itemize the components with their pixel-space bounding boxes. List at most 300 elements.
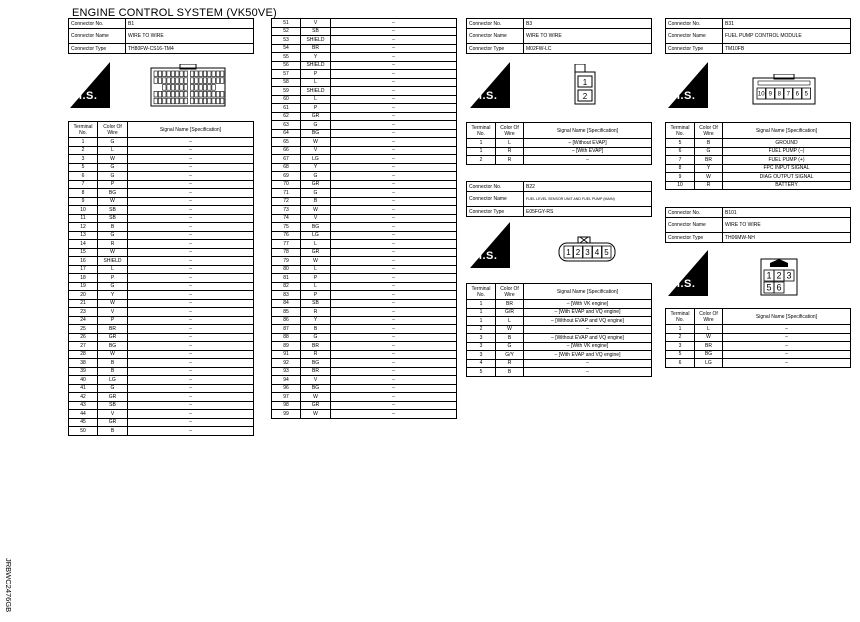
signal-cell: – bbox=[128, 197, 254, 206]
pin-row bbox=[69, 410, 254, 419]
color-cell: R bbox=[301, 308, 331, 317]
pin-row bbox=[69, 359, 254, 368]
pin-row bbox=[467, 351, 652, 360]
color-cell: BR bbox=[695, 156, 723, 165]
terminal-cell: 18 bbox=[69, 274, 98, 283]
signal-cell: – bbox=[128, 282, 254, 291]
terminal-cell: 92 bbox=[272, 359, 301, 368]
signal-cell: – bbox=[331, 78, 457, 87]
pin-row bbox=[272, 206, 457, 215]
pin-row bbox=[666, 164, 851, 173]
terminal-cell: 28 bbox=[69, 350, 98, 359]
terminal-cell: 24 bbox=[69, 316, 98, 325]
color-cell: Y bbox=[301, 53, 331, 62]
pin-row bbox=[272, 325, 457, 334]
terminal-cell: 40 bbox=[69, 376, 98, 385]
color-cell: W bbox=[98, 197, 128, 206]
connector-type-key: Connector Type bbox=[666, 233, 723, 243]
color-cell: V bbox=[98, 308, 128, 317]
pin-row bbox=[69, 197, 254, 206]
color-cell: B bbox=[98, 367, 128, 376]
signal-cell: – [Without EVAP] bbox=[524, 139, 652, 148]
color-cell: G bbox=[695, 147, 723, 156]
signal-cell: – bbox=[128, 401, 254, 410]
pin-row bbox=[69, 325, 254, 334]
pin-row bbox=[467, 139, 652, 148]
signal-cell: – bbox=[723, 333, 851, 342]
color-cell: L bbox=[301, 95, 331, 104]
terminal-cell: 12 bbox=[69, 223, 98, 232]
connector-b31-face-icon bbox=[750, 74, 818, 106]
pin-row bbox=[272, 44, 457, 53]
pin-row bbox=[69, 146, 254, 155]
signal-cell: – bbox=[128, 180, 254, 189]
pin-row bbox=[272, 27, 457, 36]
pin-row bbox=[69, 172, 254, 181]
pin-row bbox=[69, 427, 254, 436]
color-cell: V bbox=[301, 376, 331, 385]
pin-row bbox=[69, 384, 254, 393]
signal-cell: – bbox=[128, 163, 254, 172]
terminal-cell: 9 bbox=[69, 197, 98, 206]
pin-label: 3 bbox=[786, 270, 792, 281]
pin-row bbox=[272, 316, 457, 325]
color-cell: SB bbox=[98, 206, 128, 215]
signal-cell: – bbox=[331, 214, 457, 223]
signal-cell: – bbox=[331, 87, 457, 96]
pin-row bbox=[69, 393, 254, 402]
connector-name-key: Connector Name bbox=[467, 29, 524, 44]
signal-cell: – bbox=[128, 248, 254, 257]
color-cell: R bbox=[301, 350, 331, 359]
color-cell: SHIELD bbox=[301, 36, 331, 45]
signal-cell: – bbox=[331, 172, 457, 181]
pin-row bbox=[467, 325, 652, 334]
pin-row bbox=[272, 282, 457, 291]
signal-cell: – bbox=[524, 359, 652, 368]
connector-no-value: B1 bbox=[126, 19, 254, 29]
pin-row bbox=[666, 333, 851, 342]
signal-cell: – bbox=[128, 189, 254, 198]
pin-row bbox=[272, 53, 457, 62]
pin-row bbox=[272, 121, 457, 130]
pin-label: 2 bbox=[776, 270, 782, 281]
signal-cell: – bbox=[331, 384, 457, 393]
connector-no-key: Connector No. bbox=[467, 19, 524, 29]
pin-row bbox=[272, 384, 457, 393]
terminal-cell: 13 bbox=[69, 231, 98, 240]
connector-b1-pin-table-b bbox=[271, 18, 457, 419]
signal-cell: – bbox=[128, 299, 254, 308]
signal-cell: – bbox=[331, 376, 457, 385]
signal-header: Signal Name [Specification] bbox=[524, 284, 652, 300]
signal-cell: – bbox=[331, 282, 457, 291]
color-header: Color Of Wire bbox=[695, 309, 723, 325]
pin-row bbox=[272, 78, 457, 87]
pin-row bbox=[272, 104, 457, 113]
signal-cell: – bbox=[331, 70, 457, 79]
signal-cell: – bbox=[331, 410, 457, 419]
pin-row bbox=[272, 240, 457, 249]
terminal-cell: 11 bbox=[69, 214, 98, 223]
signal-cell: – bbox=[723, 359, 851, 368]
hs-symbol-b101: H.S. bbox=[668, 250, 724, 296]
pin-label: 2 bbox=[575, 247, 581, 257]
color-cell: SB bbox=[301, 27, 331, 36]
page-title: ENGINE CONTROL SYSTEM (VK50VE) bbox=[72, 7, 277, 19]
terminal-cell: 63 bbox=[272, 121, 301, 130]
hs-symbol-b22: H.S. bbox=[470, 222, 526, 268]
terminal-cell: 70 bbox=[272, 180, 301, 189]
signal-header: Signal Name [Specification] bbox=[723, 123, 851, 139]
color-cell: L bbox=[301, 240, 331, 249]
signal-cell: BATTERY bbox=[723, 181, 851, 190]
terminal-cell: 17 bbox=[69, 265, 98, 274]
signal-cell: – bbox=[128, 367, 254, 376]
color-header: Color Of Wire bbox=[496, 284, 524, 300]
pin-row bbox=[666, 173, 851, 182]
pin-row bbox=[467, 156, 652, 165]
terminal-cell: 2 bbox=[666, 333, 695, 342]
pin-label: 8 bbox=[777, 91, 781, 98]
terminal-cell: 74 bbox=[272, 214, 301, 223]
terminal-cell: 44 bbox=[69, 410, 98, 419]
color-cell: BG bbox=[301, 129, 331, 138]
pin-row bbox=[467, 308, 652, 317]
pin-row bbox=[69, 155, 254, 164]
pin-label: 10 bbox=[757, 91, 765, 98]
pin-label: 1 bbox=[766, 270, 772, 281]
color-cell: P bbox=[301, 274, 331, 283]
connector-no-value: B101 bbox=[723, 208, 851, 218]
color-cell: BR bbox=[98, 325, 128, 334]
pin-row bbox=[69, 299, 254, 308]
color-cell: W bbox=[301, 393, 331, 402]
color-cell: G/R bbox=[496, 308, 524, 317]
signal-cell: – bbox=[128, 350, 254, 359]
connector-name-value: FUEL LEVEL SENSOR UNIT AND FUEL PUMP (MAIN) bbox=[524, 192, 652, 207]
connector-b101-face-icon bbox=[758, 256, 800, 298]
color-cell: P bbox=[98, 274, 128, 283]
pin-row bbox=[272, 265, 457, 274]
signal-cell: – [Without EVAP and VQ engine] bbox=[524, 334, 652, 343]
terminal-cell: 14 bbox=[69, 240, 98, 249]
pin-row bbox=[272, 61, 457, 70]
terminal-cell: 59 bbox=[272, 87, 301, 96]
pin-row bbox=[69, 231, 254, 240]
pin-row bbox=[666, 359, 851, 368]
pin-row bbox=[666, 156, 851, 165]
color-cell: G bbox=[301, 121, 331, 130]
terminal-cell: 1 bbox=[69, 138, 98, 147]
pin-row bbox=[467, 368, 652, 377]
pin-label: 2 bbox=[582, 92, 588, 101]
connector-type-value: E05FGY-RS bbox=[524, 207, 652, 217]
signal-cell: – bbox=[331, 401, 457, 410]
signal-cell: – bbox=[128, 138, 254, 147]
signal-cell: – bbox=[524, 368, 652, 377]
connector-b101-pin-table bbox=[665, 308, 851, 368]
pin-row bbox=[272, 223, 457, 232]
signal-cell: – bbox=[331, 53, 457, 62]
connector-no-value: B3 bbox=[524, 19, 652, 29]
signal-cell: – bbox=[331, 248, 457, 257]
signal-header: Signal Name [Specification] bbox=[128, 122, 254, 138]
color-cell: W bbox=[301, 206, 331, 215]
pin-row bbox=[272, 172, 457, 181]
connector-b1-pin-table-a bbox=[68, 121, 254, 436]
terminal-cell: 5 bbox=[666, 139, 695, 148]
pin-row bbox=[272, 19, 457, 28]
signal-cell: – bbox=[128, 155, 254, 164]
connector-name-key: Connector Name bbox=[666, 29, 723, 44]
pin-row bbox=[272, 87, 457, 96]
pin-row bbox=[272, 410, 457, 419]
terminal-cell: 80 bbox=[272, 265, 301, 274]
pin-row bbox=[69, 308, 254, 317]
connector-type-key: Connector Type bbox=[666, 44, 723, 54]
signal-cell: – bbox=[128, 231, 254, 240]
signal-cell: FUEL PUMP (+) bbox=[723, 156, 851, 165]
pin-row bbox=[467, 317, 652, 326]
signal-cell: – bbox=[128, 418, 254, 427]
signal-cell: – bbox=[331, 333, 457, 342]
terminal-cell: 68 bbox=[272, 163, 301, 172]
signal-cell: – bbox=[331, 325, 457, 334]
terminal-cell: 58 bbox=[272, 78, 301, 87]
terminal-cell: 6 bbox=[666, 359, 695, 368]
pin-label: 3 bbox=[585, 247, 590, 257]
signal-cell: – [With VK engine] bbox=[524, 300, 652, 309]
terminal-cell: 8 bbox=[69, 189, 98, 198]
connector-b3-pin-table bbox=[466, 122, 652, 165]
connector-type-key: Connector Type bbox=[467, 44, 524, 54]
connector-b22-face-icon bbox=[558, 236, 616, 262]
pin-row bbox=[272, 155, 457, 164]
connector-name-key: Connector Name bbox=[666, 218, 723, 233]
signal-cell: – bbox=[331, 274, 457, 283]
color-cell: BR bbox=[301, 44, 331, 53]
connector-name-key: Connector Name bbox=[467, 192, 524, 207]
color-cell: GR bbox=[301, 112, 331, 121]
signal-cell: – bbox=[331, 231, 457, 240]
terminal-cell: 10 bbox=[69, 206, 98, 215]
color-cell: G bbox=[98, 282, 128, 291]
pin-row bbox=[272, 299, 457, 308]
pin-row bbox=[272, 197, 457, 206]
signal-cell: – bbox=[331, 19, 457, 28]
terminal-cell: 85 bbox=[272, 308, 301, 317]
pin-row bbox=[666, 181, 851, 190]
terminal-cell: 65 bbox=[272, 138, 301, 147]
terminal-cell: 1 bbox=[467, 308, 496, 317]
signal-cell: – bbox=[331, 265, 457, 274]
hs-symbol-b1: H.S. bbox=[70, 62, 126, 108]
color-cell: W bbox=[301, 138, 331, 147]
signal-cell: – bbox=[331, 27, 457, 36]
connector-name-key: Connector Name bbox=[69, 29, 126, 44]
pin-row bbox=[272, 401, 457, 410]
pin-row bbox=[69, 138, 254, 147]
pin-row bbox=[69, 291, 254, 300]
signal-cell: GROUND bbox=[723, 139, 851, 148]
color-cell: LG bbox=[301, 231, 331, 240]
terminal-cell: 27 bbox=[69, 342, 98, 351]
signal-cell: – bbox=[331, 308, 457, 317]
terminal-cell: 21 bbox=[69, 299, 98, 308]
signal-cell: – bbox=[723, 325, 851, 334]
signal-cell: FPC INPUT SIGNAL bbox=[723, 164, 851, 173]
color-cell: V bbox=[301, 146, 331, 155]
terminal-cell: 1 bbox=[666, 325, 695, 334]
pin-row bbox=[272, 70, 457, 79]
connector-name-value: WIRE TO WIRE bbox=[126, 29, 254, 44]
color-cell: SHIELD bbox=[301, 87, 331, 96]
color-header: Color Of Wire bbox=[98, 122, 128, 138]
pin-row bbox=[272, 367, 457, 376]
terminal-header: Terminal No. bbox=[666, 123, 695, 139]
color-cell: L bbox=[301, 282, 331, 291]
signal-cell: – bbox=[331, 44, 457, 53]
terminal-cell: 94 bbox=[272, 376, 301, 385]
terminal-cell: 67 bbox=[272, 155, 301, 164]
pin-row bbox=[69, 163, 254, 172]
color-cell: R bbox=[496, 156, 524, 165]
signal-cell: – bbox=[331, 393, 457, 402]
terminal-cell: 43 bbox=[69, 401, 98, 410]
terminal-cell: 84 bbox=[272, 299, 301, 308]
signal-cell: – bbox=[331, 240, 457, 249]
color-cell: SHIELD bbox=[98, 257, 128, 266]
pin-row bbox=[272, 291, 457, 300]
terminal-cell: 10 bbox=[666, 181, 695, 190]
color-cell: BG bbox=[695, 350, 723, 359]
pin-row bbox=[272, 333, 457, 342]
terminal-cell: 19 bbox=[69, 282, 98, 291]
color-cell: W bbox=[98, 248, 128, 257]
pin-row bbox=[69, 376, 254, 385]
hs-symbol-b3: H.S. bbox=[470, 62, 526, 108]
connector-type-key: Connector Type bbox=[69, 44, 126, 54]
signal-cell: – [With EVAP] bbox=[524, 147, 652, 156]
pin-row bbox=[272, 257, 457, 266]
terminal-cell: 77 bbox=[272, 240, 301, 249]
connector-b31-info bbox=[665, 18, 851, 54]
color-cell: R bbox=[496, 147, 524, 156]
document-code: JRBWC2476GB bbox=[4, 558, 13, 613]
terminal-cell: 57 bbox=[272, 70, 301, 79]
color-cell: BG bbox=[98, 342, 128, 351]
signal-cell: – bbox=[128, 376, 254, 385]
connector-name-value: WIRE TO WIRE bbox=[723, 218, 851, 233]
color-cell: G bbox=[98, 172, 128, 181]
connector-no-value: B22 bbox=[524, 182, 652, 192]
signal-cell: – bbox=[331, 163, 457, 172]
signal-cell: – [Without EVAP and VQ engine] bbox=[524, 317, 652, 326]
terminal-cell: 99 bbox=[272, 410, 301, 419]
terminal-cell: 73 bbox=[272, 206, 301, 215]
terminal-cell: 1 bbox=[467, 300, 496, 309]
pin-row bbox=[272, 138, 457, 147]
terminal-cell: 3 bbox=[69, 155, 98, 164]
color-cell: LG bbox=[695, 359, 723, 368]
pin-row bbox=[272, 350, 457, 359]
signal-cell: – bbox=[128, 265, 254, 274]
connector-b31-pin-table bbox=[665, 122, 851, 190]
signal-cell: – bbox=[128, 308, 254, 317]
color-cell: B bbox=[496, 334, 524, 343]
terminal-cell: 2 bbox=[69, 146, 98, 155]
terminal-cell: 52 bbox=[272, 27, 301, 36]
terminal-cell: 97 bbox=[272, 393, 301, 402]
terminal-cell: 2 bbox=[467, 156, 496, 165]
terminal-cell: 2 bbox=[467, 325, 496, 334]
color-cell: L bbox=[496, 139, 524, 148]
pin-row bbox=[272, 95, 457, 104]
connector-name-value: FUEL PUMP CONTROL MODULE bbox=[723, 29, 851, 44]
signal-cell: – bbox=[128, 393, 254, 402]
signal-cell: – bbox=[331, 223, 457, 232]
signal-cell: – bbox=[331, 350, 457, 359]
color-cell: L bbox=[301, 265, 331, 274]
terminal-cell: 69 bbox=[272, 172, 301, 181]
pin-row bbox=[69, 418, 254, 427]
terminal-cell: 25 bbox=[69, 325, 98, 334]
signal-cell: – bbox=[331, 138, 457, 147]
pin-label: 7 bbox=[786, 91, 790, 98]
terminal-cell: 39 bbox=[69, 367, 98, 376]
signal-cell: – bbox=[331, 299, 457, 308]
color-cell: G bbox=[98, 384, 128, 393]
terminal-cell: 16 bbox=[69, 257, 98, 266]
terminal-cell: 45 bbox=[69, 418, 98, 427]
terminal-cell: 62 bbox=[272, 112, 301, 121]
terminal-header: Terminal No. bbox=[467, 123, 496, 139]
terminal-cell: 96 bbox=[272, 384, 301, 393]
connector-b101-info bbox=[665, 207, 851, 243]
terminal-cell: 64 bbox=[272, 129, 301, 138]
pin-row bbox=[467, 300, 652, 309]
terminal-cell: 93 bbox=[272, 367, 301, 376]
connector-b3-face-icon bbox=[570, 64, 600, 106]
pin-label: 1 bbox=[582, 78, 588, 87]
color-cell: W bbox=[98, 299, 128, 308]
terminal-cell: 5 bbox=[666, 350, 695, 359]
terminal-cell: 26 bbox=[69, 333, 98, 342]
color-cell: R bbox=[98, 240, 128, 249]
connector-type-key: Connector Type bbox=[467, 207, 524, 217]
color-cell: BR bbox=[695, 342, 723, 351]
signal-header: Signal Name [Specification] bbox=[524, 123, 652, 139]
signal-cell: – bbox=[128, 214, 254, 223]
pin-row bbox=[467, 359, 652, 368]
pin-row bbox=[272, 146, 457, 155]
signal-cell: FUEL PUMP (–) bbox=[723, 147, 851, 156]
color-cell: LG bbox=[98, 376, 128, 385]
color-cell: W bbox=[98, 350, 128, 359]
pin-row bbox=[69, 401, 254, 410]
terminal-cell: 3 bbox=[467, 334, 496, 343]
signal-cell: – bbox=[128, 427, 254, 436]
signal-cell: – bbox=[331, 129, 457, 138]
terminal-cell: 76 bbox=[272, 231, 301, 240]
terminal-header: Terminal No. bbox=[467, 284, 496, 300]
terminal-header: Terminal No. bbox=[666, 309, 695, 325]
color-cell: G bbox=[301, 172, 331, 181]
color-cell: B bbox=[301, 325, 331, 334]
connector-name-value: WIRE TO WIRE bbox=[524, 29, 652, 44]
color-cell: BR bbox=[496, 300, 524, 309]
